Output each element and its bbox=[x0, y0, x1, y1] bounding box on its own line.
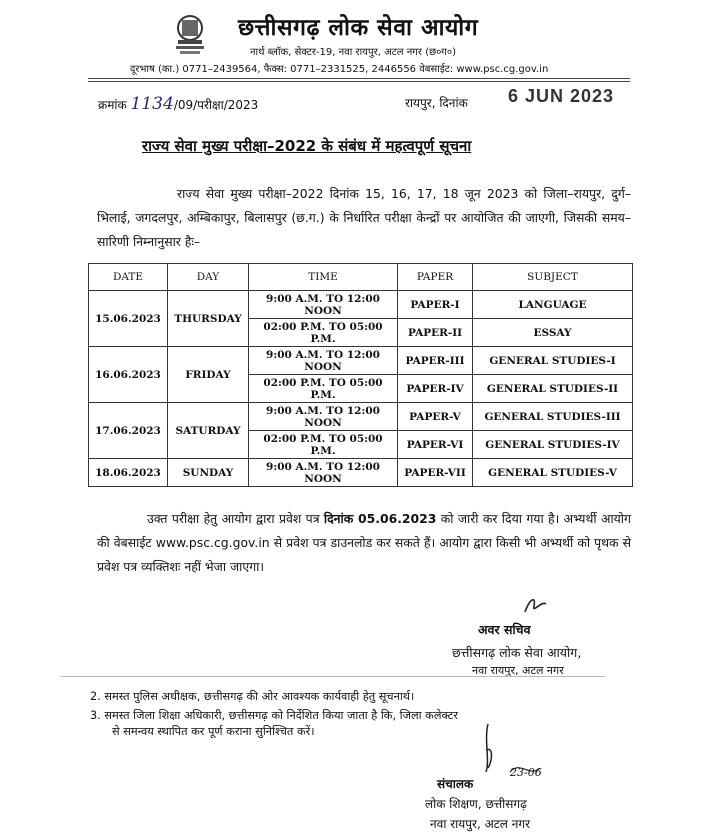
header-divider-2 bbox=[88, 81, 630, 82]
cell-subject: GENERAL STUDIES-V bbox=[473, 459, 633, 487]
table-header-row bbox=[89, 264, 633, 291]
org-contact: दूरभाष (का.) 0771–2439564, फैक्स: 0771–2331525, 2446556 वेबसाईट: www.psc.cg.gov.in bbox=[130, 64, 549, 75]
cell-subject: GENERAL STUDIES-III bbox=[473, 403, 633, 431]
notice-intro: राज्य सेवा मुख्य परीक्षा–2022 दिनांक 15, 16, 17, 18 जून 2023 को जिला–रायपुर, दुर्ग–भिलाई, जगदलपुर, अम्बिकापुर, बिलासपुर (छ.ग.) के निर्धारित परीक्षा केन्द्रों पर आयोजित की जाएगी, जिसकी समय–सारिणी निम्नानुसार हैः– bbox=[97, 186, 631, 249]
page-divider bbox=[60, 676, 605, 677]
signatory-title: अवर सचिव bbox=[478, 622, 531, 637]
table-row bbox=[89, 347, 633, 375]
signatory-address: नवा रायपुर, अटल नगर bbox=[472, 664, 564, 677]
cell-time: 9:00 A.M. TO 12:00 NOON bbox=[249, 291, 398, 319]
table-row bbox=[89, 403, 633, 431]
cell-day: SUNDAY bbox=[168, 459, 249, 487]
table-row bbox=[89, 459, 633, 487]
cell-subject: GENERAL STUDIES-IV bbox=[473, 431, 633, 459]
col-time: TIME bbox=[249, 264, 398, 291]
table-row bbox=[89, 291, 633, 319]
handwritten-date: 23-06 bbox=[510, 766, 542, 779]
cell-subject: ESSAY bbox=[473, 319, 633, 347]
admit-card-notice: उक्त परीक्षा हेतु आयोग द्वारा प्रवेश पत्र दिनांक 05.06.2023 को जारी कर दिया गया है। अभ्यर्थी आयोग की वेबसाईट www.psc.cg.gov.in से प्रवेश पत्र डाउनलोड कर सकते हैं। आयोग द्वारा किसी भी अभ्यर्थी को पृथक से प्रवेश पत्र व्यक्तिशः नहीं भेजा जाएगा। bbox=[97, 511, 631, 574]
signatory-org: छत्तीसगढ़ लोक सेवा आयोग, bbox=[452, 645, 582, 660]
cell-time: 02:00 P.M. TO 05:00 P.M. bbox=[249, 319, 398, 347]
cell-date: 16.06.2023 bbox=[89, 347, 168, 403]
cell-date: 17.06.2023 bbox=[89, 403, 168, 459]
col-paper: PAPER bbox=[398, 264, 473, 291]
second-signatory-address: नवा रायपुर, अटल नगर bbox=[430, 817, 531, 831]
cell-paper: PAPER-II bbox=[398, 319, 473, 347]
cell-day: SATURDAY bbox=[168, 403, 249, 459]
copy-list-item: से समन्वय स्थापित कर पूर्ण कराना सुनिश्चित करें। bbox=[112, 725, 315, 738]
cell-time: 9:00 A.M. TO 12:00 NOON bbox=[249, 403, 398, 431]
cell-time: 02:00 P.M. TO 05:00 P.M. bbox=[249, 431, 398, 459]
col-subject: SUBJECT bbox=[473, 264, 633, 291]
copy-list-item: 3. समस्त जिला शिक्षा अधिकारी, छत्तीसगढ़ को निर्देशित किया जाता है कि, जिला कलेक्टर bbox=[90, 709, 458, 722]
cell-paper: PAPER-IV bbox=[398, 375, 473, 403]
cell-day: FRIDAY bbox=[168, 347, 249, 403]
org-name: छत्तीसगढ़ लोक सेवा आयोग bbox=[238, 15, 479, 41]
cell-time: 9:00 A.M. TO 12:00 NOON bbox=[249, 459, 398, 487]
cell-subject: LANGUAGE bbox=[473, 291, 633, 319]
reference-number: क्रमांक 1134/09/परीक्षा/2023 bbox=[98, 94, 259, 114]
cell-paper: PAPER-III bbox=[398, 347, 473, 375]
cell-day: THURSDAY bbox=[168, 291, 249, 347]
cell-date: 15.06.2023 bbox=[89, 291, 168, 347]
cell-subject: GENERAL STUDIES-I bbox=[473, 347, 633, 375]
cell-subject: GENERAL STUDIES-II bbox=[473, 375, 633, 403]
cell-time: 02:00 P.M. TO 05:00 P.M. bbox=[249, 375, 398, 403]
state-emblem-icon bbox=[168, 10, 212, 56]
cell-paper: PAPER-I bbox=[398, 291, 473, 319]
notice-title: राज्य सेवा मुख्य परीक्षा–2022 के संबंध में महत्वपूर्ण सूचना bbox=[142, 137, 472, 155]
org-address: नार्थ ब्लॉक, सेक्टर-19, नवा रायपुर, अटल नगर (छ०ग०) bbox=[250, 47, 457, 58]
col-day: DAY bbox=[168, 264, 249, 291]
second-signatory-title: संचालक bbox=[437, 777, 474, 791]
cell-paper: PAPER-VII bbox=[398, 459, 473, 487]
cell-date: 18.06.2023 bbox=[89, 459, 168, 487]
header-divider bbox=[88, 78, 630, 79]
signature-icon bbox=[522, 594, 548, 616]
col-date: DATE bbox=[89, 264, 168, 291]
second-signatory-org: लोक शिक्षण, छत्तीसगढ़ bbox=[425, 797, 527, 811]
cell-paper: PAPER-V bbox=[398, 403, 473, 431]
exam-schedule-table bbox=[88, 263, 633, 487]
date-stamp: 6 JUN 2023 bbox=[508, 86, 615, 106]
copy-list-item: 2. समस्त पुलिस अधीक्षक, छत्तीसगढ़ की ओर आवश्यक कार्यवाही हेतु सूचनार्थ। bbox=[90, 690, 415, 703]
place-date-label: रायपुर, दिनांक bbox=[405, 96, 468, 110]
cell-time: 9:00 A.M. TO 12:00 NOON bbox=[249, 347, 398, 375]
cell-paper: PAPER-VI bbox=[398, 431, 473, 459]
